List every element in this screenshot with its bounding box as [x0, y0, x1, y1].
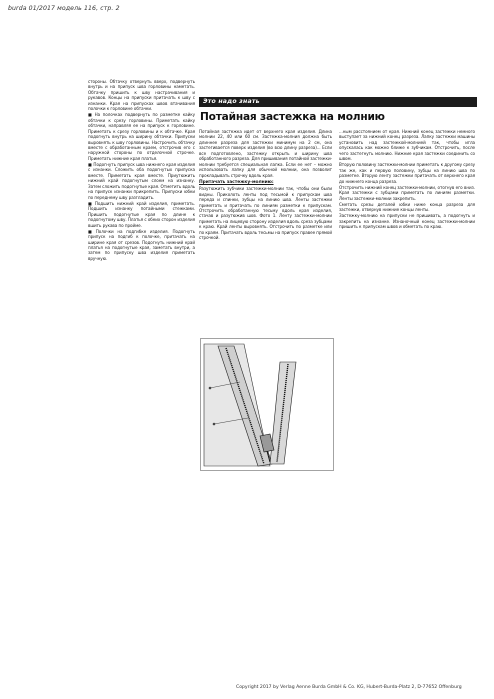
- paragraph: ...ным расстоянием от края. Нижний конец застежки немного выступает за нижний конец разреза. Лапку застежки машины установить над застежкой-молнией так, чтобы игла опускалась как можно ближе к зубчикам. Отстрочить, после чего застегнуть молнию. Нижние края застежки соединить со швом.: [339, 129, 475, 162]
- zipper-illustration: [200, 338, 334, 471]
- bullet-paragraph: ■ Полочки на подгибке изделия. Подогнуть припуск на подгиб к полочке, притачать на ширине края от срезов. Подогнуть нижний край платья на подогнутые края, заметать внутри, а затем по припуску шва изделия приметать вручную.: [88, 229, 195, 262]
- paragraph: Отстрочить нижний конец застежки-молнии, отогнув его вниз. Края застежки с зубцами приметать по линиям разметки. Ленты застежки-молнии закрепить.: [339, 184, 475, 201]
- bullet-paragraph: ■ Подогнуть припуск шва нижнего края изделия с изнанки. Сложить оба подогнутых припуска вместе. Приметать края вместе. Приутюжить нижний край подогнутым слоем на изнанку. Затем сложить подогнутые края. Отметить вдоль на припуск изнанки прикрепить. Припуски юбки по переднему шву разгладить.: [88, 162, 195, 200]
- page-header: burda 01/2017 модель 116, стр. 2: [8, 5, 120, 12]
- section-title: Потайная застежка на молнию: [200, 111, 385, 123]
- right-text-column: [339, 129, 475, 230]
- paragraph: Вторую половину застежки-молнии приметать к другому срезу так же, как и первую половину, зубцы на линию шва по разметке. Вторую ленту застежки притачать от верхнего края до нижнего конца разреза.: [339, 162, 475, 184]
- paragraph: Сметать срезы деталей юбки ниже конца разреза для застежки, отвернув нижние концы ленты.: [339, 201, 475, 213]
- paragraph: стороны. Обтачку отвернуть вверх, подвернуть внутрь и на припуск шва горловины наметать. Обтачку пришить к шву настрачивания и рукавов. Концы на припуски притачать к шву с изнанки. Края на припусках швов втачивания полочки к горловине обтачки.: [88, 79, 195, 112]
- subheading: Притачать застежку-молнию:: [199, 180, 274, 186]
- paragraph: Потайная застежка идет от верхнего края изделия. Длина молнии 22, 40 или 60 см. Застежка-молния должна быть длиннее разреза для застежки минимум на 2 см, она застегивается поверх изделия (во всю длину разреза)... Если все подготовлено, застежку открыть и ширину шва обработанного разреза. Для пришивания потайной застежки-молнии требуется специальная лапка. Если ее нет – можно использовать лапку для обычной молнии, она позволит прокладывать строчку вдоль края.: [199, 129, 332, 178]
- section-tag: Это надо знать: [203, 98, 260, 105]
- bullet-paragraph: ■ На полочках подвернуть по разметке кайку обтачки к срезу горловины. Приметать кайку обтачки, направляя ее на припуск к горловине. Приметать к срезу горловины и к обтачке. Края подогнуть внутрь на ширину обтачки. Припуски выровнять к шву горловины. Настрочить обтачку вместе с обработанным краем, отстрочив его с наружной стороны по отделочной строчке. Приметать нижние края платья.: [88, 112, 195, 161]
- middle-text-column: [199, 129, 332, 241]
- paragraph: Разутюжить зубчики застежки-молнии так, чтобы они были видны. Приколоть ленты под тесьмой к припускам шва переда и спинки, зубцы на линию шва. Ленты застежки приметать и притачать по линиям разметки к припускам. Отстрочить обработанную тесьму вдоль края изделия, стачав и разутюжив шов. Фото 1. Ленту застежки-молнии приметать на лицевую сторону изделия вдоль среза зубцами к краю. Край ленты выровнять. Отстрочить по разметке или по краям. Притачать вдоль тесьмы на припуск правее прямой строчкой.: [199, 186, 332, 241]
- paragraph: Застежку-молнию на припуски не пришивать, а подогнуть и закрепить на изнанке. Изнаночный конец застежки-молнии пришить к припускам швов и обметать по краю.: [339, 213, 475, 230]
- copyright-footer: Copyright 2017 by Verlag Aenne Burda GmbH & Co. KG, Hubert-Burda-Platz 2, D-77652 Offenburg: [236, 685, 462, 690]
- bullet-paragraph: ■ Подшить нижний край изделия, приметать. Подшить изнанку потайными стежками. Пришить подогнутые края по длине к подогнутому шву. Платья с обеих сторон изделия вшить рукава по пройме.: [88, 201, 195, 228]
- left-text-column: [88, 79, 195, 261]
